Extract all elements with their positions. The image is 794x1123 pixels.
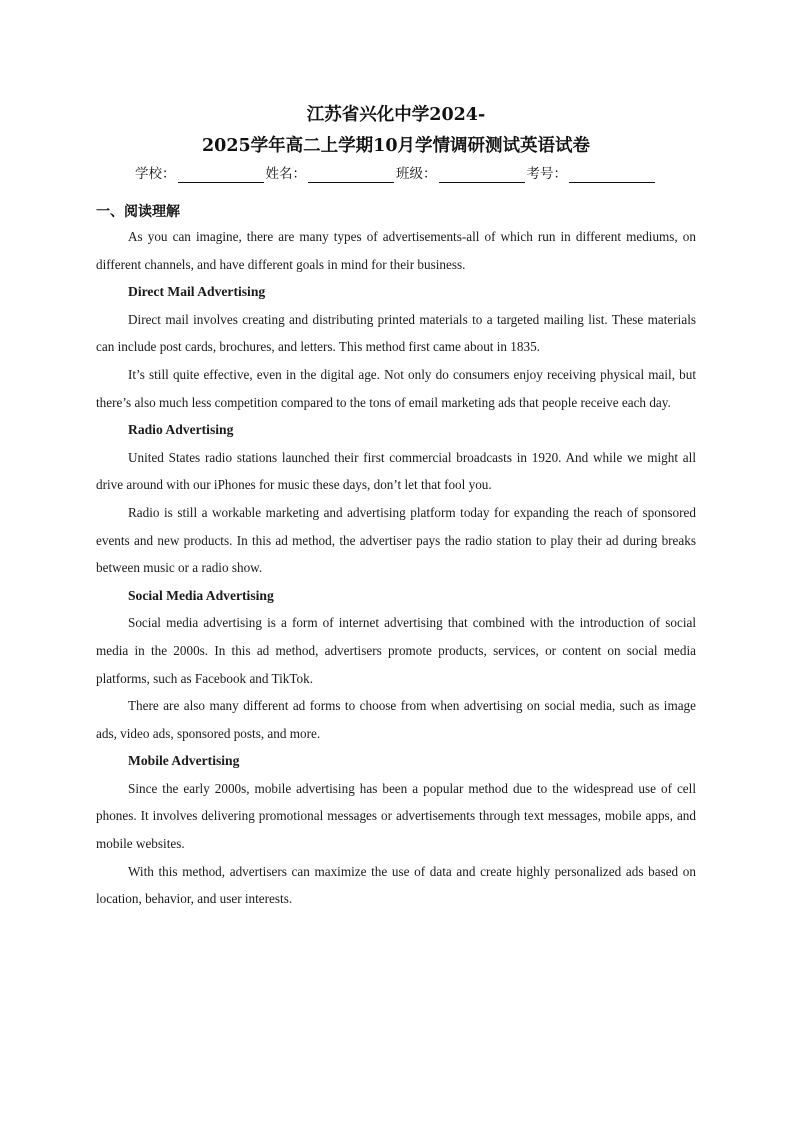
subheading-social-media: Social Media Advertising — [128, 587, 274, 603]
name-label: 姓名： — [265, 166, 306, 182]
school-blank-line — [178, 165, 264, 183]
mobile-paragraph-2: With this method, advertisers can maximize the use of data and create highly personalized ads based on location, behavior, and user interests. — [96, 863, 696, 907]
radio-paragraph-2: Radio is still a workable marketing and advertising platform today for expanding the reach of sponsored events and new products. In this ad method, the advertiser pays the radio station to play their ad during breaks between music or a radio show. — [96, 504, 696, 576]
student-info-row — [96, 162, 696, 186]
section-heading-reading: 一、阅读理解 — [96, 204, 180, 220]
subheading-direct-mail: Direct Mail Advertising — [128, 284, 266, 300]
exam-number-blank-line — [569, 165, 655, 183]
exam-page — [96, 100, 696, 913]
school-field — [135, 162, 266, 186]
class-field — [396, 162, 527, 186]
social-media-paragraph-1: Social media advertising is a form of internet advertising that combined with the introduction of social media in the 2000s. In this ad method, advertisers promote products, services, or content on social media platforms, such as Facebook and TikTok. — [96, 615, 696, 686]
class-blank-line — [439, 165, 525, 183]
exam-number-label: 考号： — [526, 166, 567, 182]
class-label: 班级： — [396, 166, 437, 182]
exam-title-line-1: 江苏省兴化中学2024- — [306, 105, 486, 125]
social-media-paragraph-2: There are also many different ad forms to choose from when advertising on social media, such as image ads, video ads, sponsored posts, and more. — [96, 698, 696, 741]
radio-paragraph-1: United States radio stations launched their first commercial broadcasts in 1920. And while we might all drive around with our iPhones for music these days, don’t let that fool you. — [96, 449, 696, 493]
subheading-radio: Radio Advertising — [128, 422, 234, 438]
school-label: 学校： — [135, 166, 176, 182]
direct-mail-paragraph-1: Direct mail involves creating and distributing printed materials to a targeted mailing list. These materials can include post cards, brochures, and letters. This method first came about in 1835. — [96, 311, 696, 355]
exam-number-field — [527, 162, 658, 186]
subheading-mobile: Mobile Advertising — [128, 753, 240, 769]
article-intro: As you can imagine, there are many types of advertisements-all of which run in different mediums, on different channels, and have different goals in mind for their business. — [96, 229, 696, 272]
name-blank-line — [308, 165, 394, 183]
mobile-paragraph-1: Since the early 2000s, mobile advertising has been a popular method due to the widespread use of cell phones. It involves delivering promotional messages or advertisements through text messages, mobile apps, and mobile websites. — [96, 780, 696, 852]
exam-title-line-2: 2025学年高二上学期10月学情调研测试英语试卷 — [201, 136, 591, 156]
name-field — [266, 162, 397, 186]
direct-mail-paragraph-2: It’s still quite effective, even in the digital age. Not only do consumers enjoy receiving physical mail, but there’s also much less competition compared to the tons of email marketing ads that people receive each day. — [96, 366, 696, 410]
